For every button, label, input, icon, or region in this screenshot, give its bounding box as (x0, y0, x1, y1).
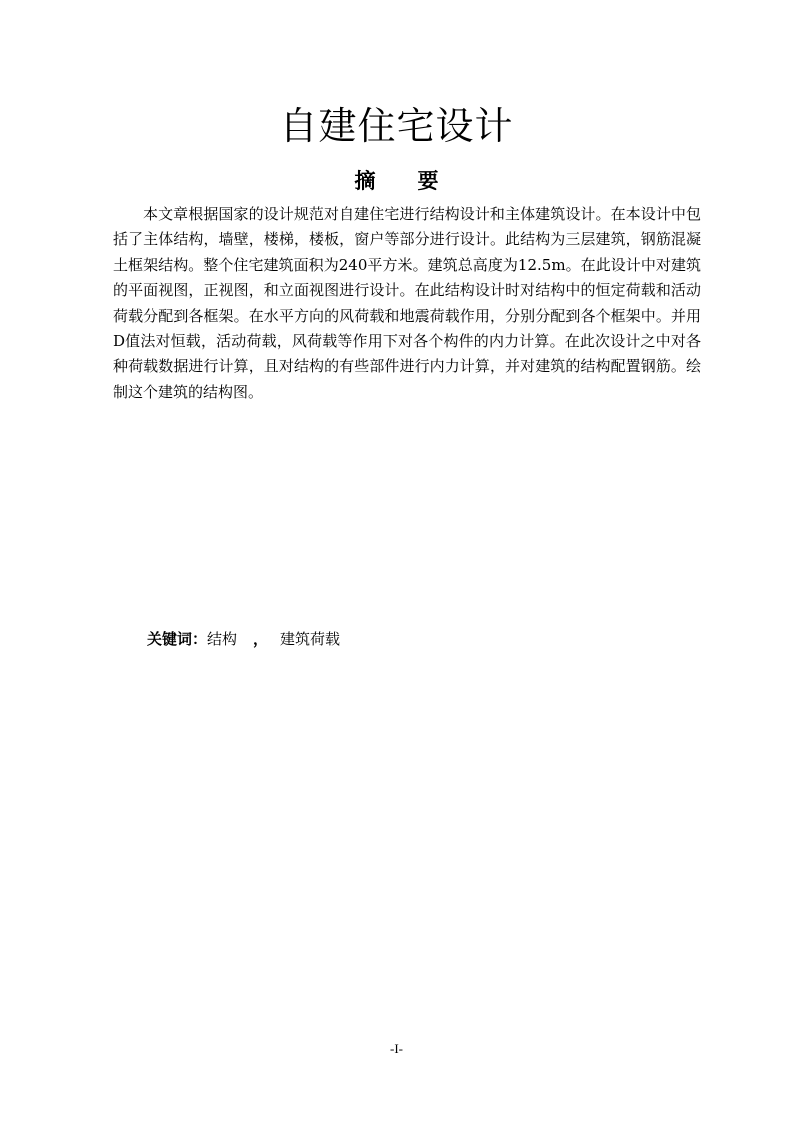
keyword-separator: ， (253, 630, 269, 648)
page-number: -I- (390, 1041, 403, 1056)
document-title: 自建住宅设计 (279, 104, 514, 148)
keyword-1: 结构 (207, 630, 238, 648)
abstract-body: 本文章根据国家的设计规范对自建住宅进行结构设计和主体建筑设计。在本设计中包括了主体结构，墙壁，楼梯，楼板，窗户等部分进行设计。此结构为三层建筑，钢筋混凝土框架结构。整个住宅建筑面积为240平方米。建筑总高度为12.5m。在此设计中对建筑的平面视图，正视图，和立面视图进行设计。在此结构设计时对结构中的恒定荷载和活动荷载分配到各框架。在水平方向的风荷载和地震荷载作用，分别分配到各个框架中。并用D值法对恒载，活动荷载，风荷载等作用下对各个构件的内力计算。在此次设计之中对各种荷载数据进行计算，且对结构的有些部件进行内力计算，并对建筑的结构配置钢筋。绘制这个建筑的结构图。 (113, 205, 701, 401)
keywords-line (147, 627, 340, 651)
abstract-heading-right: 要 (417, 169, 439, 193)
keyword-2: 建筑荷载 (280, 630, 341, 648)
keywords-label: 关键词： (147, 630, 208, 648)
abstract-heading (0, 166, 793, 196)
abstract-heading-left: 摘 (354, 169, 376, 193)
